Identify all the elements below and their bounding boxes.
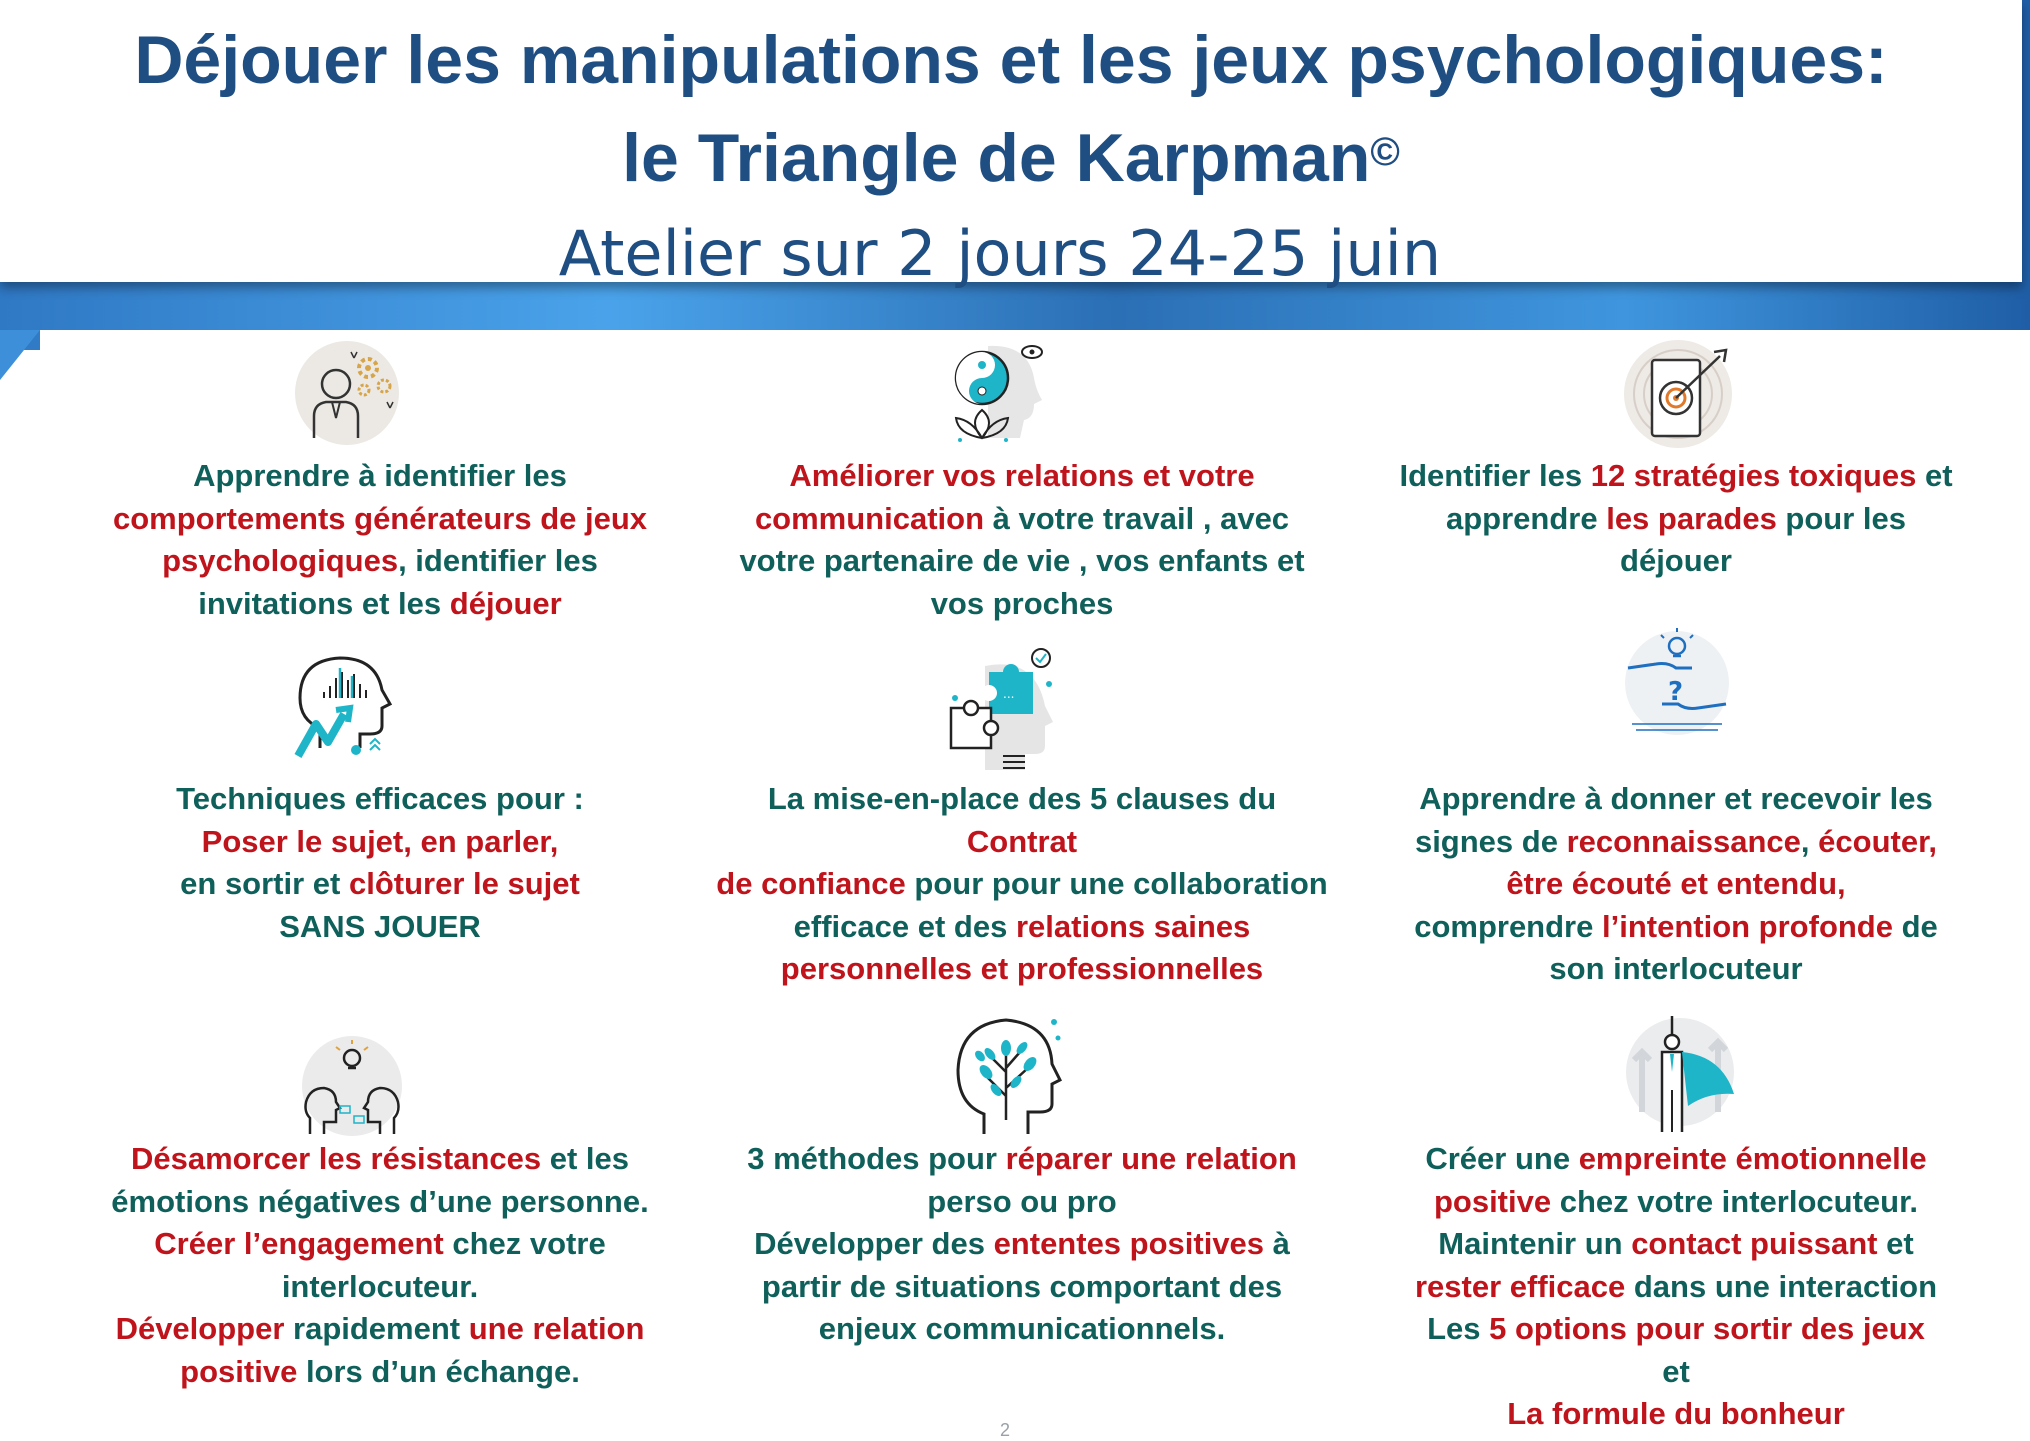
benefit-text-9: Créer une empreinte émotionnelle positive chez votre interlocuteur. Maintenir un contact puissant et rester efficace dans une interaction Les 5 options pour sortir des jeux et La formule du bonheur [1414,1141,1938,1431]
benefit-text-5: La mise-en-place des 5 clauses du Contrat de confiance pour pour une collaboration efficace et des relations saines personnelles et professionnelles [716,781,1328,986]
benefit-text-8: 3 méthodes pour réparer une relation perso ou pro Développer des ententes positives à partir de situations comportant des enjeux communicationnels. [747,1141,1297,1346]
head-chart-icon [290,648,400,760]
svg-text:...: ... [1003,687,1015,701]
tree-head-icon [950,1012,1062,1136]
target-arrow-icon [1622,338,1742,450]
puzzle-head-icon [945,646,1061,772]
two-heads-idea-icon [300,1034,404,1138]
benefit-text-6: Apprendre à donner et recevoir les signes de reconnaissance, écouter, être écouté et entendu, comprendre l’intention profonde de son interlocuteur [1414,781,1938,986]
page-title-line-2 [0,118,2022,198]
svg-text:?: ? [1668,677,1684,707]
benefit-text-4: Techniques efficaces pour : Poser le sujet, en parler, en sortir et clôturer le sujet SANS JOUER [176,781,584,944]
hero-cape-icon [1622,1012,1738,1136]
header-card [0,0,2022,290]
benefit-text-7: Désamorcer les résistances et les émotions négatives d’une personne. Créer l’engagement chez votre interlocuteur. Développer rapidement une relation positive lors d’un échange. [111,1141,649,1389]
left-corner-decoration [0,330,40,380]
copyright-mark: © [1370,130,1400,174]
page-subtitle: Atelier sur 2 jours 24-25 juin [558,217,1442,290]
yin-yang-head-icon [948,338,1048,448]
benefit-text-2: Améliorer vos relations et votre communication à votre travail , avec votre partenaire de vie , vos enfants et vos proches [739,458,1305,621]
hands-idea-icon [1622,628,1732,738]
benefit-text-1: Apprendre à identifier les comportements générateurs de jeux psychologiques, identifier les invitations et les déjouer [112,458,648,621]
benefit-text-3: Identifier les 12 stratégies toxiques et apprendre les parades pour les déjouer [1399,458,1953,578]
page-title-line-1: Déjouer les manipulations et les jeux psychologiques: [134,22,1888,98]
page-number: 2 [1000,1420,1011,1440]
person-gears-icon [292,338,402,448]
page-title-text: le Triangle de Karpman [622,120,1371,196]
